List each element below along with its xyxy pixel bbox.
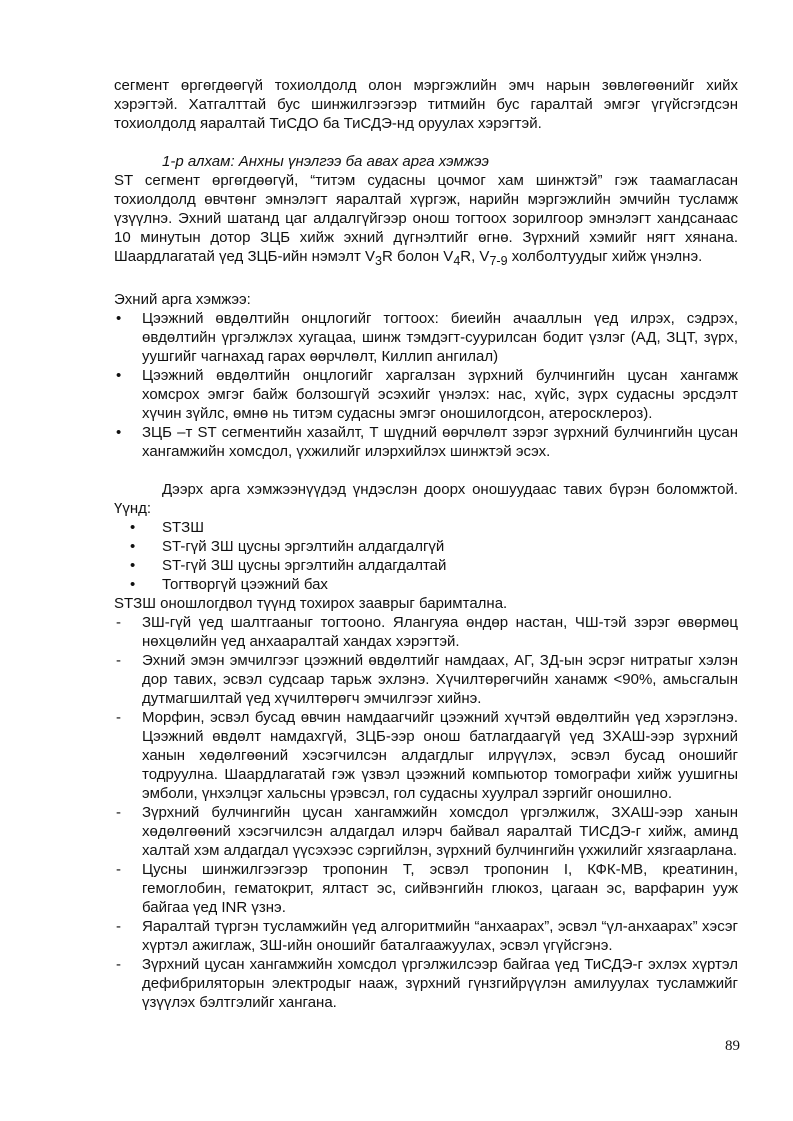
v7-9-subscript: 7-9	[489, 254, 508, 268]
followup-item: - ЗШ-гүй үед шалтгааныг тогтооно. Ялангуяа өндөр настан, ЧШ-тэй зэрэг өвөрмөц нөхцөлийн үед анхааралтай хандах хэрэгтэй.	[114, 613, 738, 651]
spacer	[114, 461, 738, 480]
first-action-item: • ЗЦБ –т ST сегментийн хазайлт, Т шүдний өөрчлөлт зэрэг зүрхний булчингийн цусан хангамжийн хомсдол, үхжилийг илэрхийлэх шинжтэй эсэх.	[114, 423, 738, 461]
spacer	[114, 271, 738, 290]
step1-text-a: ST сегмент өргөгдөөгүй, “титэм судасны цочмог хам шинжтэй” гэж таамагласан тохиолдолд өвчтөнг эмнэлэгт яаралтай хүргэж, нарийн мэргэжлийн эмчийн тусламж үзүүлнэ. Эхний шатанд цаг алдалгүйгээр онош тогтоох зорилгоор эмнэлэгт хандсанаас 10 минутын дотор ЗЦБ хийж эхний дүгнэлтийг өгнө. Зүрхний хэмийг нягт хянана. Шаардлагатай үед ЗЦБ-ийн нэмэлт V	[114, 172, 738, 265]
diagnosis-item: • Тогтворгүй цээжний бах	[114, 575, 738, 594]
spacer	[114, 133, 738, 152]
step1-text-d: холболтуудыг хийж үнэлнэ.	[507, 248, 703, 265]
first-action-item: • Цээжний өвдөлтийн онцлогийг харгалзан зүрхний булчингийн цусан хангамж хомсрох эмгэг байж болзошгүй эсэхийг үнэлэх: нас, хүйс, зүрх судасны эрсдэлт хүчин зүйлс, өмнө нь титэм судасны эмгэг оношилогдсон, атеросклероз).	[114, 366, 738, 423]
intro-paragraph: сегмент өргөгдөөгүй тохиолдолд олон мэргэжлийн эмч нарын зөвлөгөөнийг хийх хэрэгтэй. Хатгалттай бус шинжилгээгээр титмийн бус гаралтай эмгэг үгүйсгэгдсэн тохиолдолд яаралтай ТиСДО ба ТиСДЭ-нд оруулах хэрэгтэй.	[114, 77, 738, 132]
followup-item: - Морфин, эсвэл бусад өвчин намдаагчийг цээжний хүчтэй өвдөлтийн үед хэрэглэнэ. Цээжний өвдөлт намдахгүй, ЗЦБ-ээр онош батлагдаагүй үед ЗХАШ-ээр зүрхний ханын хөдөлгөөний хэсэгчилсэн алдагдлыг илрүүлэх, эсвэл бусад оношийг тодруулна. Шаардлагатай гэж үзвэл цээжний компьютор томографи хийж уушигны эмболи, үнхэлцэг хальсны үрэвсэл, гол судасны хуулрал зэргийг оношилно.	[114, 708, 738, 803]
followup-item: - Эхний эмэн эмчилгээг цээжний өвдөлтийг намдаах, АГ, ЗД-ын эсрэг нитратыг хэлэн дор тавих, эсвэл судсаар тарьж эхлэнэ. Хүчилтөрөгчийн ханамж <90%, амьсгалын дутмагшилтай үед хүчилтөрөгч эмчилгээг хийнэ.	[114, 651, 738, 708]
v3-subscript: 3	[375, 254, 382, 268]
followup-intro: STЗШ оношлогдвол түүнд тохирох зааврыг баримтална.	[114, 595, 508, 612]
step1-text-c: R, V	[460, 248, 490, 265]
step1-title: 1-р алхам: Анхны үнэлгээ ба авах арга хэмжээ	[162, 153, 489, 170]
diagnosis-item: • STЗШ	[114, 518, 738, 537]
v4-subscript: 4	[453, 254, 461, 268]
first-actions-list	[114, 309, 738, 461]
page-number: 89	[725, 1038, 740, 1054]
followup-item: - Зүрхний цусан хангамжийн хомсдол үргэлжилсээр байгаа үед ТиСДЭ-г эхлэх хүртэл дефибриляторын электродыг нааж, зүрхний гүнзгийрүүлэн амилуулах тусламжийг үзүүлэх бэлтгэлийг хангана.	[114, 955, 738, 1012]
diagnosis-item: • ST-гүй ЗШ цусны эргэлтийн алдагдалтай	[114, 556, 738, 575]
followup-item: - Зүрхний булчингийн цусан хангамжийн хомсдол үргэлжилж, ЗХАШ-ээр ханын хөдөлгөөний хэсэгчилсэн алдагдал илэрч байвал яаралтай ТИСДЭ-г хийж, аминд халтай хэм алдагдал үүсэхээс сэргийлэн, зүрхний булчингийн үхжилийг хязгаарлана.	[114, 803, 738, 860]
diagnosis-item: • ST-гүй ЗШ цусны эргэлтийн алдагдалгүй	[114, 537, 738, 556]
first-actions-heading: Эхний арга хэмжээ:	[114, 291, 251, 308]
diagnoses-intro: Дээрх арга хэмжээнүүдэд үндэслэн доорх оношуудаас тавих бүрэн боломжтой. Үүнд:	[114, 481, 738, 517]
followup-item: - Яаралтай түргэн тусламжийн үед алгоритмийн “анхаарах”, эсвэл “үл-анхаарах” хэсэг хүртэл ажиглаж, ЗШ-ийн оношийг баталгаажуулах, эсвэл үгүйсгэнэ.	[114, 917, 738, 955]
first-action-item: • Цээжний өвдөлтийн онцлогийг тогтоох: биеийн ачааллын үед илрэх, сэдрэх, өвдөлтийн үргэлжлэх хугацаа, шинж тэмдэгт-суурилсан бодит үзлэг (АД, ЗЦТ, зүрх, уушгийг чагнахад гарах өөрчлөлт, Киллип ангилал)	[114, 309, 738, 366]
step1-text-b: R болон V	[381, 248, 454, 265]
step1-paragraph	[114, 171, 738, 271]
diagnoses-list	[114, 518, 738, 594]
document-page	[114, 76, 738, 1012]
followup-list	[114, 613, 738, 1012]
followup-item: - Цусны шинжилгээгээр тропонин Т, эсвэл тропонин I, КФК-МВ, креатинин, гемоглобин, гематокрит, ялтаст эс, сийвэнгийн глюкоз, цагаан эс, варфарин ууж байгаа үед INR үзнэ.	[114, 860, 738, 917]
